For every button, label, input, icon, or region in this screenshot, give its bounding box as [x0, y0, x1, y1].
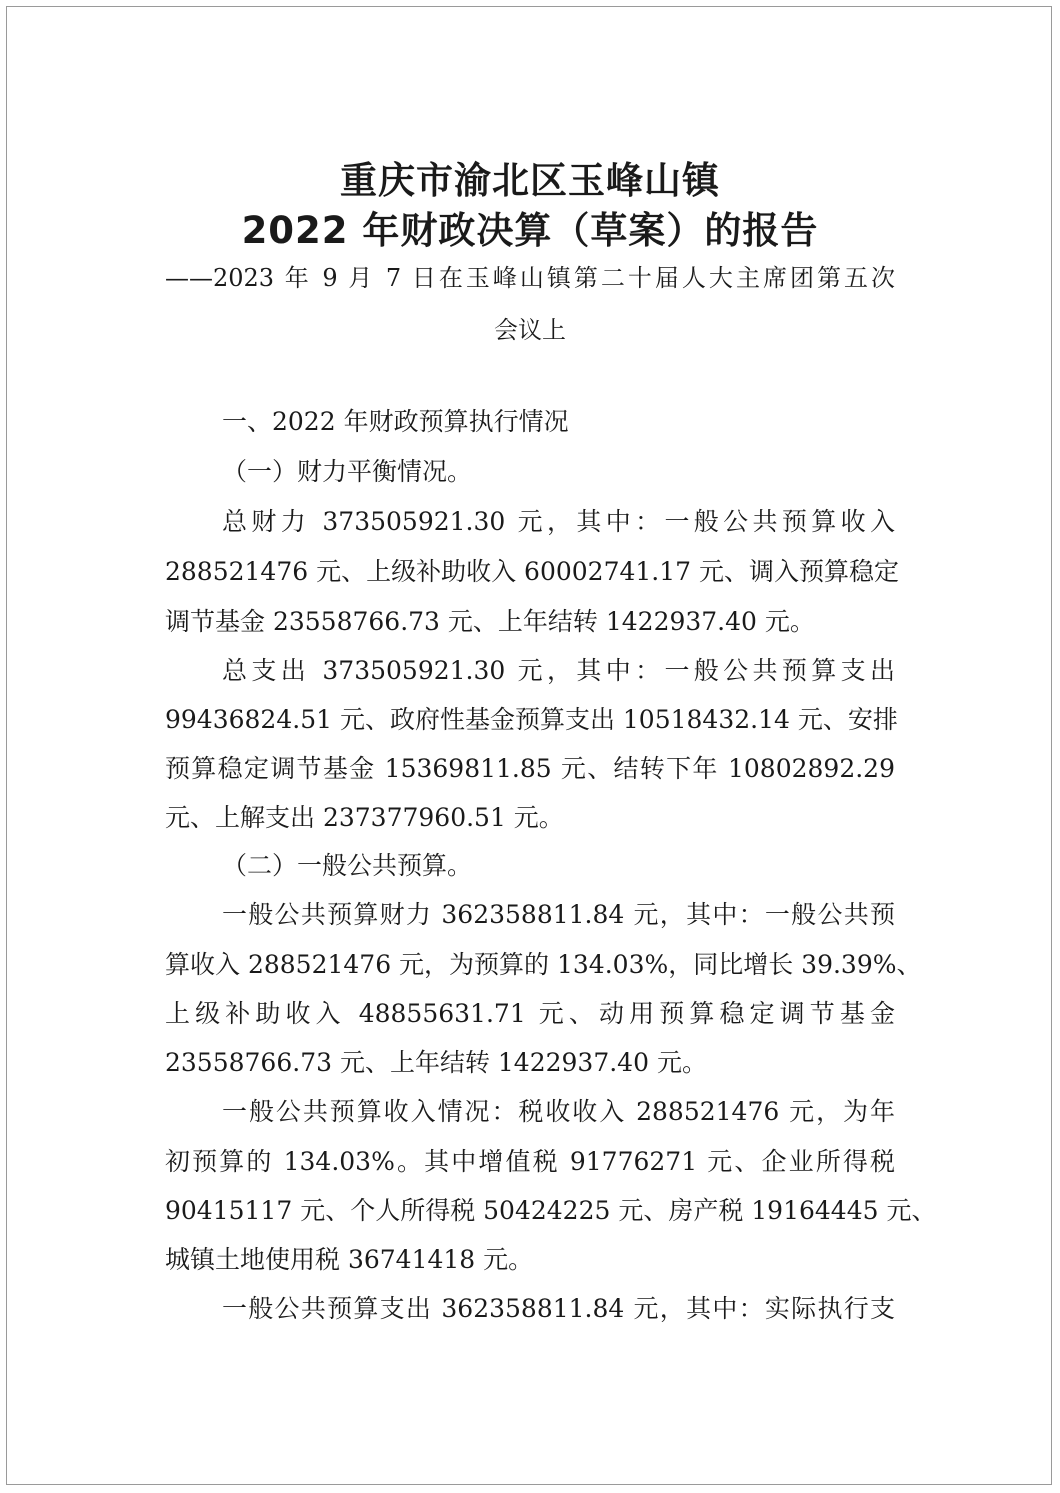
paragraph-line: 上级补助收入 48855631.71 元、动用预算稳定调节基金: [165, 999, 895, 1028]
paragraph-line: 90415117 元、个人所得税 50424225 元、房产税 19164445 元、: [165, 1196, 937, 1225]
paragraph-line: 一般公共预算收入情况：税收收入 288521476 元，为年: [222, 1097, 895, 1126]
report-title-line-2: 2022 年财政决算（草案）的报告: [241, 209, 819, 252]
paragraph-line: 预算稳定调节基金 15369811.85 元、结转下年 10802892.29: [165, 754, 895, 783]
paragraph-line: 一般公共预算财力 362358811.84 元，其中：一般公共预: [222, 900, 895, 929]
paragraph-line: 算收入 288521476 元，为预算的 134.03%，同比增长 39.39%、: [165, 950, 922, 979]
paragraph-line: 总财力 373505921.30 元，其中：一般公共预算收入: [222, 507, 895, 536]
report-subtitle-line-1: ——2023 年 9 月 7 日在玉峰山镇第二十届人大主席团第五次: [165, 264, 895, 292]
paragraph-line: 288521476 元、上级补助收入 60002741.17 元、调入预算稳定: [165, 557, 899, 586]
paragraph-line: 一般公共预算支出 362358811.84 元，其中：实际执行支: [222, 1294, 895, 1323]
paragraph-line: 初预算的 134.03%。其中增值税 91776271 元、企业所得税: [165, 1147, 895, 1176]
paragraph-line: 99436824.51 元、政府性基金预算支出 10518432.14 元、安排: [165, 705, 898, 734]
subsection-heading-2: （二）一般公共预算。: [222, 851, 473, 880]
paragraph-line: 调节基金 23558766.73 元、上年结转 1422937.40 元。: [165, 607, 815, 636]
subsection-heading-1: （一）财力平衡情况。: [222, 457, 473, 486]
report-subtitle-line-2: 会议上: [494, 316, 566, 344]
paragraph-line: 元、上解支出 237377960.51 元。: [165, 803, 564, 832]
section-heading-1: 一、2022 年财政预算执行情况: [222, 407, 569, 436]
paragraph-line: 城镇土地使用税 36741418 元。: [165, 1245, 534, 1274]
paragraph-line: 23558766.73 元、上年结转 1422937.40 元。: [165, 1048, 707, 1077]
paragraph-line: 总支出 373505921.30 元，其中：一般公共预算支出: [222, 656, 895, 685]
report-title-line-1: 重庆市渝北区玉峰山镇: [340, 159, 720, 202]
